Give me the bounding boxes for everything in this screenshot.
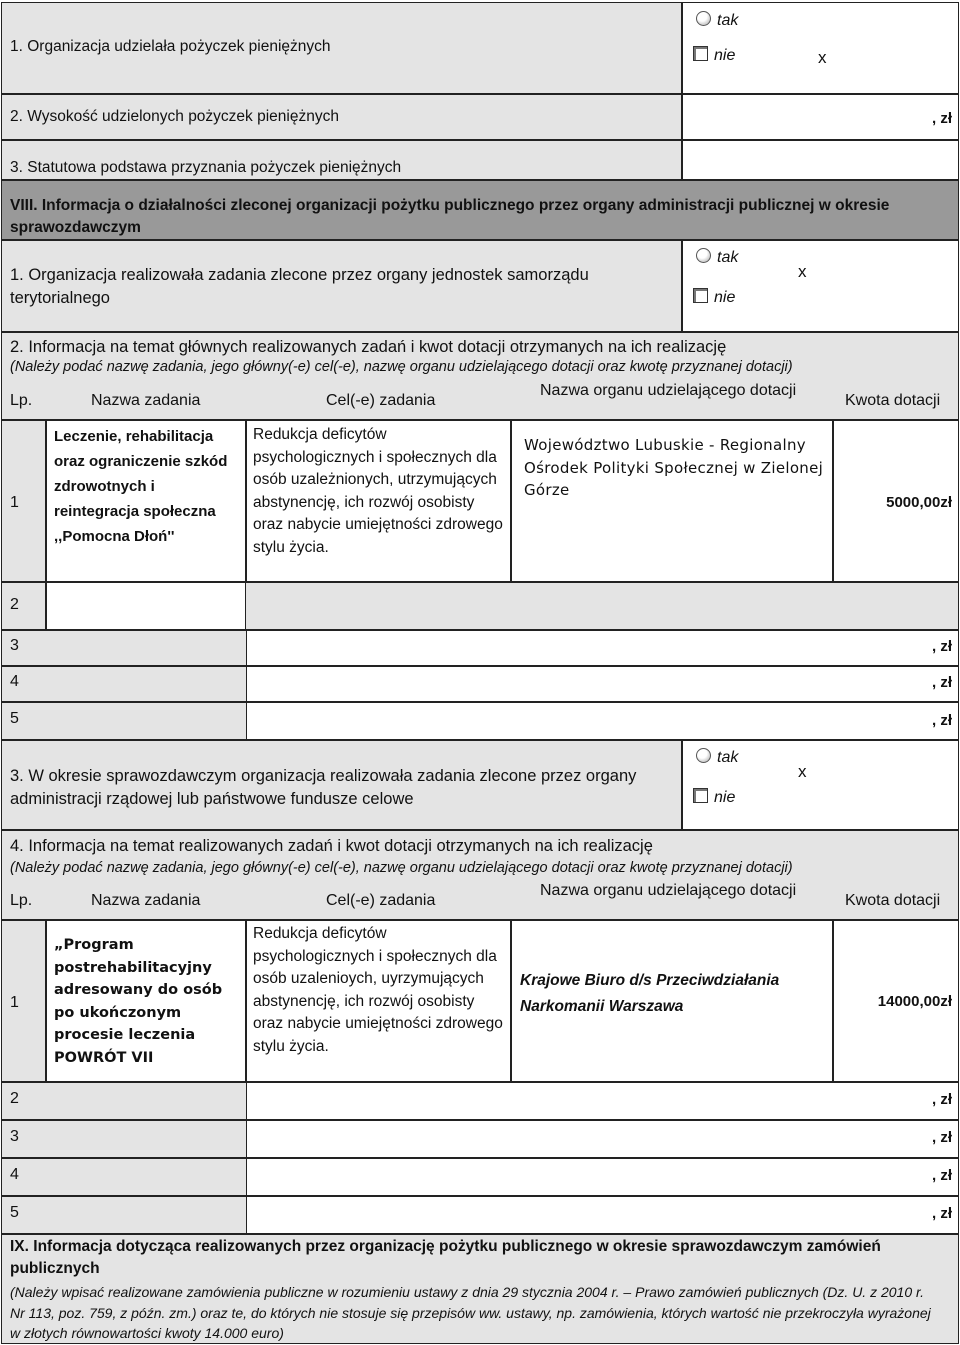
q1-loans-label: 1. Organizacja udzielała pożyczek pieniężnych xyxy=(10,38,331,55)
table1-lp-col-1 xyxy=(1,420,46,582)
table2-header-name: Nazwa zadania xyxy=(91,892,201,909)
table2-row4-wide xyxy=(246,1158,959,1196)
table1-row3-wide xyxy=(246,630,959,666)
table1-row3 xyxy=(1,630,247,666)
table2-row1-organ: Krajowe Biuro d/s Przeciwdziałania Narkomanii Warszawa xyxy=(520,972,780,1015)
viii-q2-label: 2. Informacja na temat głównych realizowanych zadań i kwot dotacji otrzymanych na ich realizację xyxy=(10,338,727,356)
q1-option-tak[interactable]: tak xyxy=(696,11,738,30)
table2-header-lp: Lp. xyxy=(10,892,33,909)
viii-q4-label: 4. Informacja na temat realizowanych zadań i kwot dotacji otrzymanych na ich realizację xyxy=(10,837,653,855)
table2-header-goal: Cel(-e) zadania xyxy=(326,892,436,909)
table1-row1-lp: 1 xyxy=(10,494,19,511)
table2-row2-wide xyxy=(246,1082,959,1120)
q1-answer-mark: x xyxy=(818,48,827,67)
viii-q1-answer-mark: x xyxy=(798,262,807,281)
table1-header-lp: Lp. xyxy=(10,392,33,409)
checkbox-icon[interactable] xyxy=(693,46,708,61)
table1-row4-lp: 4 xyxy=(10,673,19,690)
table1-row2-gap xyxy=(246,582,959,630)
viii-q3-label: 3. W okresie sprawozdawczym organizacja realizowała zadania zlecone przez organy administracji rządowej lub państwowe fundusze celowe xyxy=(10,767,637,808)
table2-row2 xyxy=(1,1082,247,1120)
table1-row1-name: Leczenie, rehabilitacja oraz ograniczenie szkód zdrowotnych i reintegracja społeczna ,,Pomocna Dłoń'' xyxy=(54,428,228,545)
radio-icon[interactable] xyxy=(696,11,711,26)
table2-row5 xyxy=(1,1196,247,1234)
table2-header-amount: Kwota dotacji xyxy=(845,892,941,909)
q2-loan-amount-value: , zł xyxy=(931,110,952,127)
table2-row3-amount: , zł xyxy=(931,1129,952,1146)
table2-row1-goal: Redukcja deficytów psychologicznych i społecznych dla osób uzalenioych, uyrzymujących abstynencję, ich rozwój osobisty oraz nabycie umiejętności zdrowego stylu życia. xyxy=(253,925,503,1055)
table1-row3-lp: 3 xyxy=(10,637,19,654)
table1-row5-wide xyxy=(246,702,959,740)
table2-row3-wide xyxy=(246,1120,959,1158)
radio-icon[interactable] xyxy=(696,248,711,263)
viii-q4-note: (Należy podać nazwę zadania, jego główny(-e) cel(-e), nazwę organu udzielającego dotacji oraz kwotę przyznanej dotacji) xyxy=(10,860,793,876)
table2-row1-amount: 14000,00zł xyxy=(877,993,952,1010)
checkbox-icon[interactable] xyxy=(693,788,708,803)
q2-loan-amount-label: 2. Wysokość udzielonych pożyczek pieniężnych xyxy=(10,108,339,125)
section-ix-title: IX. Informacja dotycząca realizowanych przez organizację pożytku publicznego w okresie sprawozdawczym zamówień publicznych xyxy=(10,1238,881,1277)
table2-row5-amount: , zł xyxy=(931,1205,952,1222)
q2-loan-amount-box xyxy=(682,94,959,140)
table1-row3-amount: , zł xyxy=(931,638,952,655)
table2-row4-lp: 4 xyxy=(10,1166,19,1183)
q3-statute-label: 3. Statutowa podstawa przyznania pożyczek pieniężnych xyxy=(10,159,402,176)
table2-row1-lp: 1 xyxy=(10,994,19,1011)
q3-statute-box xyxy=(682,140,959,180)
viii-q3-answer-mark: x xyxy=(798,762,807,781)
viii-q2-note: (Należy podać nazwę zadania, jego główny(-e) cel(-e), nazwę organu udzielającego dotacji oraz kwotę przyznanej dotacji) xyxy=(10,359,793,375)
viii-q1-option-tak[interactable]: tak xyxy=(696,248,738,267)
table1-row4 xyxy=(1,666,247,702)
table2-row2-lp: 2 xyxy=(10,1090,19,1107)
radio-icon[interactable] xyxy=(696,748,711,763)
table1-row2-cell xyxy=(46,582,246,630)
table1-row5-lp: 5 xyxy=(10,710,19,727)
table2-row3-lp: 3 xyxy=(10,1128,19,1145)
table2-row3 xyxy=(1,1120,247,1158)
table1-header-name: Nazwa zadania xyxy=(91,392,201,409)
viii-q1-option-nie[interactable]: nie xyxy=(693,288,735,307)
section-ix-note: (Należy wpisać realizowane zamówienia publiczne w rozumieniu ustawy z dnia 29 stycznia 2004 r. – Prawo zamówień publicznych (Dz. U. z 2010 r. Nr 113, poz. 759, z późn. zm.) oraz te, do których nie stosuje się przepisów ww. ustawy, np. zamówienia, których wartość nie przekroczyła wyrażonej w złotych równowartości kwoty 14.000 euro) xyxy=(10,1284,931,1341)
table1-row1-goal: Redukcja deficytów psychologicznych i społecznych dla osób uzależnionych, utrzymujących abstynencję, ich rozwój osobisty oraz nabycie umiejętności zdrowego stylu życia. xyxy=(253,426,503,556)
table1-header-amount: Kwota dotacji xyxy=(845,392,941,409)
table1-row2-lp: 2 xyxy=(10,596,19,613)
table1-row5 xyxy=(1,702,247,740)
table2-row1-name: „Program postrehabilitacyjny adresowany do osób po ukończonym procesie leczenia POWRÓT VII xyxy=(54,937,223,1066)
table1-header-organ: Nazwa organu udzielającego dotacji xyxy=(540,382,797,399)
table1-row4-wide xyxy=(246,666,959,702)
table1-row1-organ: Województwo Lubuskie - Regionalny Ośrodek Polityki Społecznej w Zielonej Górze xyxy=(524,436,824,499)
table1-row5-amount: , zł xyxy=(931,712,952,729)
checkbox-icon[interactable] xyxy=(693,288,708,303)
table2-header-organ: Nazwa organu udzielającego dotacji xyxy=(540,882,797,899)
viii-q3-option-nie[interactable]: nie xyxy=(693,788,735,807)
table2-row4-amount: , zł xyxy=(931,1167,952,1184)
viii-q1-label: 1. Organizacja realizowała zadania zlecone przez organy jednostek samorządu terytorialnego xyxy=(10,266,589,307)
table1-row4-amount: , zł xyxy=(931,674,952,691)
table2-row2-amount: , zł xyxy=(931,1091,952,1108)
table1-lp-col-2 xyxy=(1,582,46,630)
table1-row1-amount: 5000,00zł xyxy=(886,494,952,511)
table2-row5-wide xyxy=(246,1196,959,1234)
table1-header-goal: Cel(-e) zadania xyxy=(326,392,436,409)
viii-q3-option-tak[interactable]: tak xyxy=(696,748,738,767)
q1-option-nie[interactable]: nie xyxy=(693,46,735,65)
section-viii-title: VIII. Informacja o działalności zleconej organizacji pożytku publicznego przez organy administracji publicznej w okresie sprawozdawczym xyxy=(10,197,890,236)
table2-row4 xyxy=(1,1158,247,1196)
table2-lp-col-1 xyxy=(1,920,46,1082)
table2-row5-lp: 5 xyxy=(10,1204,19,1221)
